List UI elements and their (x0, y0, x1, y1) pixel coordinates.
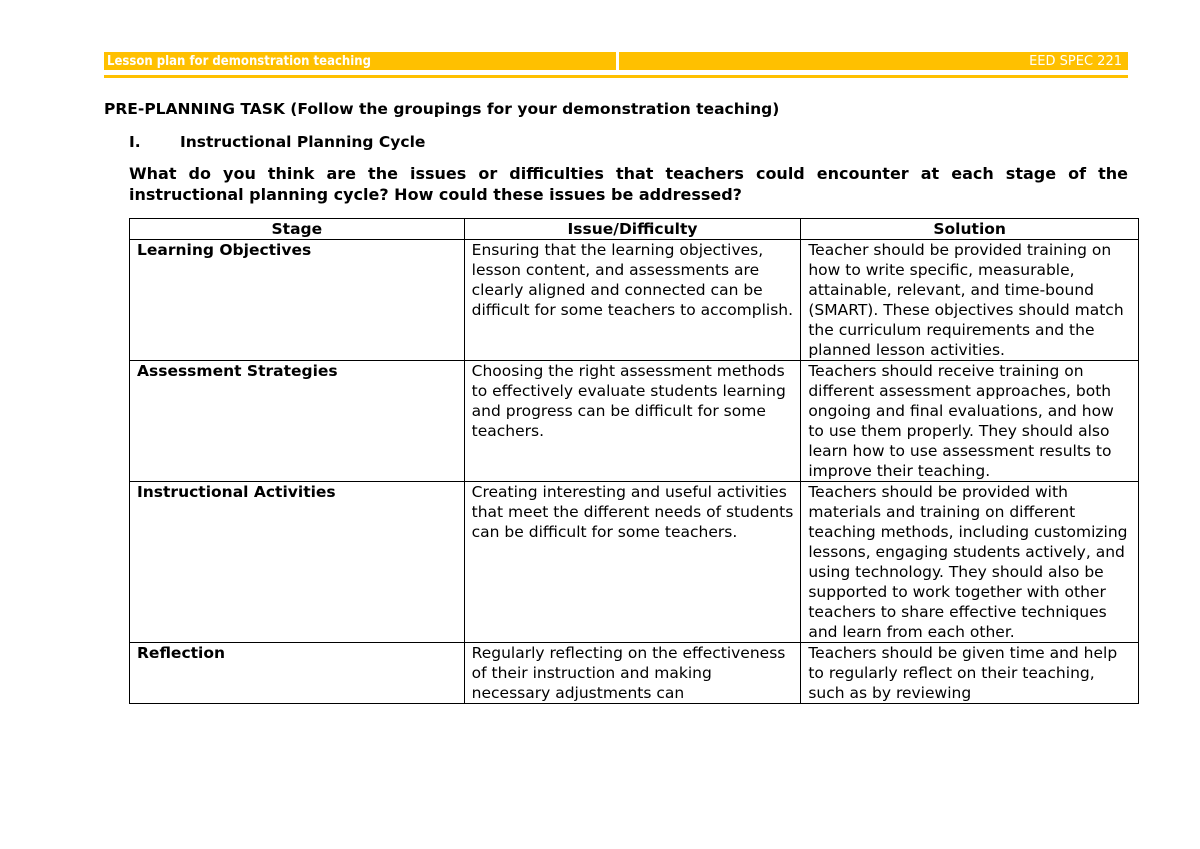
issue-cell: Regularly reflecting on the effectiveness of their instruction and making necessary adjustments can (464, 643, 801, 704)
solution-cell: Teachers should be given time and help to regularly reflect on their teaching, such as by reviewing (801, 643, 1139, 704)
stage-cell: Learning Objectives (130, 240, 465, 361)
section-number: I. (129, 133, 141, 151)
solution-cell: Teachers should be provided with materials and training on different teaching methods, including customizing lessons, engaging students actively, and using technology. They should also be supported to work together with other teachers to share effective techniques and learn from each other. (801, 482, 1139, 643)
table-row (130, 361, 1139, 482)
solution-cell: Teachers should receive training on different assessment approaches, both ongoing and final evaluations, and how to use them properly. They should also learn how to use assessment results to improve their teaching. (801, 361, 1139, 482)
page-header (104, 52, 1128, 70)
section-heading (129, 133, 425, 151)
stage-cell: Reflection (130, 643, 465, 704)
column-header-solution: Solution (801, 219, 1139, 240)
column-header-stage: Stage (130, 219, 465, 240)
stage-cell: Assessment Strategies (130, 361, 465, 482)
table-header-row (130, 219, 1139, 240)
question-prompt: What do you think are the issues or difficulties that teachers could encounter at each stage of the instructional planning cycle? How could these issues be addressed? (129, 164, 1128, 204)
solution-cell: Teacher should be provided training on how to write specific, measurable, attainable, relevant, and time-bound (SMART). These objectives should match the curriculum requirements and the planned lesson activities. (801, 240, 1139, 361)
issue-cell: Creating interesting and useful activities that meet the different needs of students can be difficult for some teachers. (464, 482, 801, 643)
task-title: PRE-PLANNING TASK (Follow the groupings for your demonstration teaching) (104, 100, 780, 118)
column-header-issue: Issue/Difficulty (464, 219, 801, 240)
planning-table (129, 218, 1139, 704)
header-course-title: Lesson plan for demonstration teaching (104, 52, 616, 70)
table-row (130, 482, 1139, 643)
issue-cell: Ensuring that the learning objectives, lesson content, and assessments are clearly aligned and connected can be difficult for some teachers to accomplish. (464, 240, 801, 361)
issue-cell: Choosing the right assessment methods to effectively evaluate students learning and progress can be difficult for some teachers. (464, 361, 801, 482)
header-course-code: EED SPEC 221 (619, 52, 1128, 70)
table-row (130, 643, 1139, 704)
header-rule (104, 75, 1128, 78)
table-row (130, 240, 1139, 361)
stage-cell: Instructional Activities (130, 482, 465, 643)
section-title: Instructional Planning Cycle (180, 133, 426, 151)
